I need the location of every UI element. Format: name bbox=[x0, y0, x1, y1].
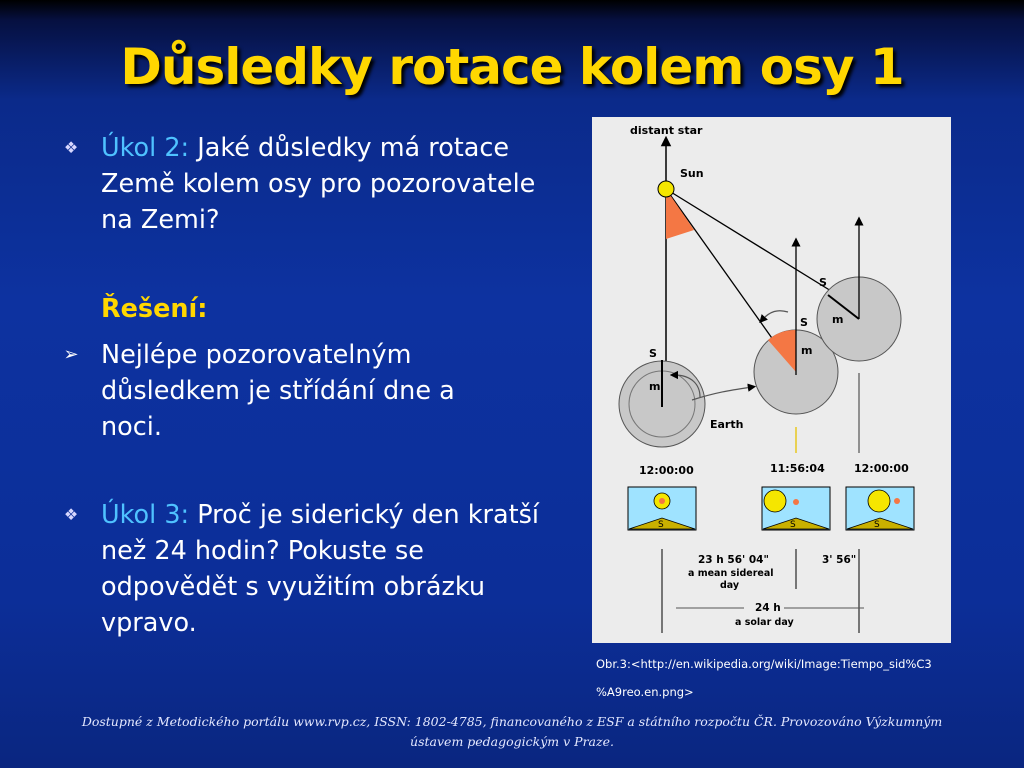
earth-label: Earth bbox=[710, 418, 744, 431]
star-icon bbox=[793, 499, 799, 505]
sun-icon bbox=[868, 490, 890, 512]
s-label-2: S bbox=[800, 316, 808, 329]
sidereal-desc-2: day bbox=[720, 580, 740, 591]
solar-time: 24 h bbox=[755, 602, 781, 614]
time-label-1: 12:00:00 bbox=[639, 464, 694, 477]
solution-heading-row bbox=[60, 291, 560, 327]
solution-label: Řešení: bbox=[101, 294, 208, 324]
sun-label: Sun bbox=[680, 167, 704, 180]
s-label-3: S bbox=[819, 276, 827, 289]
diamond-bullet-icon: ❖ bbox=[63, 138, 79, 157]
sky-panel-1 bbox=[628, 487, 696, 530]
figure-caption bbox=[596, 650, 1016, 706]
task-2-text: Jaké důsledky má rotace Země kolem osy pro pozorovatele na Zemi? bbox=[101, 133, 536, 235]
distant-star-label: distant star bbox=[630, 124, 703, 137]
bullet-task-3 bbox=[60, 497, 560, 641]
sun-icon bbox=[658, 181, 674, 197]
star-icon bbox=[894, 498, 900, 504]
s-label-panel-3: S bbox=[874, 520, 880, 530]
bullet-list bbox=[60, 130, 560, 641]
s-label-panel-1: S bbox=[658, 520, 664, 530]
sky-panel-3 bbox=[846, 487, 914, 530]
solar-desc: a solar day bbox=[735, 617, 794, 628]
sidereal-time: 23 h 56' 04" bbox=[698, 554, 769, 566]
footer-line-1: Dostupné z Metodického portálu www.rvp.cz, ISSN: 1802-4785, financovaného z ESF a státního rozpočtu ČR. Provozováno Výzkumným bbox=[81, 714, 943, 729]
caption-line-2: %A9reo.en.png> bbox=[596, 685, 694, 699]
sun-angle-wedge bbox=[666, 189, 694, 239]
star-icon bbox=[659, 498, 665, 504]
s-label-1: S bbox=[649, 347, 657, 360]
m-label-1: m bbox=[649, 380, 661, 393]
sun-line-1 bbox=[666, 189, 857, 307]
sidereal-desc-1: a mean sidereal bbox=[688, 568, 774, 579]
m-label-2: m bbox=[801, 344, 813, 357]
arrow-bullet-icon: ➢ bbox=[63, 344, 79, 365]
caption-line-1: Obr.3:<http://en.wikipedia.org/wiki/Image:Tiempo_sid%C3 bbox=[596, 657, 932, 671]
answer-text: Nejlépe pozorovatelným důsledkem je střídání dne a noci. bbox=[101, 340, 455, 442]
diamond-bullet-icon: ❖ bbox=[63, 505, 79, 524]
s-label-panel-2: S bbox=[790, 520, 796, 530]
task-2-label: Úkol 2: bbox=[101, 133, 190, 163]
bullet-task-2 bbox=[60, 130, 560, 238]
sidereal-day-figure bbox=[592, 117, 951, 643]
orbit-arrow-icon bbox=[762, 311, 788, 320]
footer-line-2: ústavem pedagogickým v Praze. bbox=[410, 734, 614, 749]
time-label-3: 12:00:00 bbox=[854, 462, 909, 475]
sky-panel-2 bbox=[762, 487, 830, 530]
task-3-text: Proč je siderický den kratší než 24 hodin? Pokuste se odpovědět s využitím obrázku vpravo. bbox=[101, 500, 539, 638]
slide-title: Důsledky rotace kolem osy 1 bbox=[120, 38, 904, 96]
difference-time: 3' 56" bbox=[822, 554, 857, 566]
m-label-3: m bbox=[832, 313, 844, 326]
bullet-answer bbox=[60, 337, 560, 445]
sun-icon bbox=[764, 490, 786, 512]
time-label-2: 11:56:04 bbox=[770, 462, 825, 475]
footer-note bbox=[60, 712, 964, 752]
task-3-label: Úkol 3: bbox=[101, 500, 190, 530]
